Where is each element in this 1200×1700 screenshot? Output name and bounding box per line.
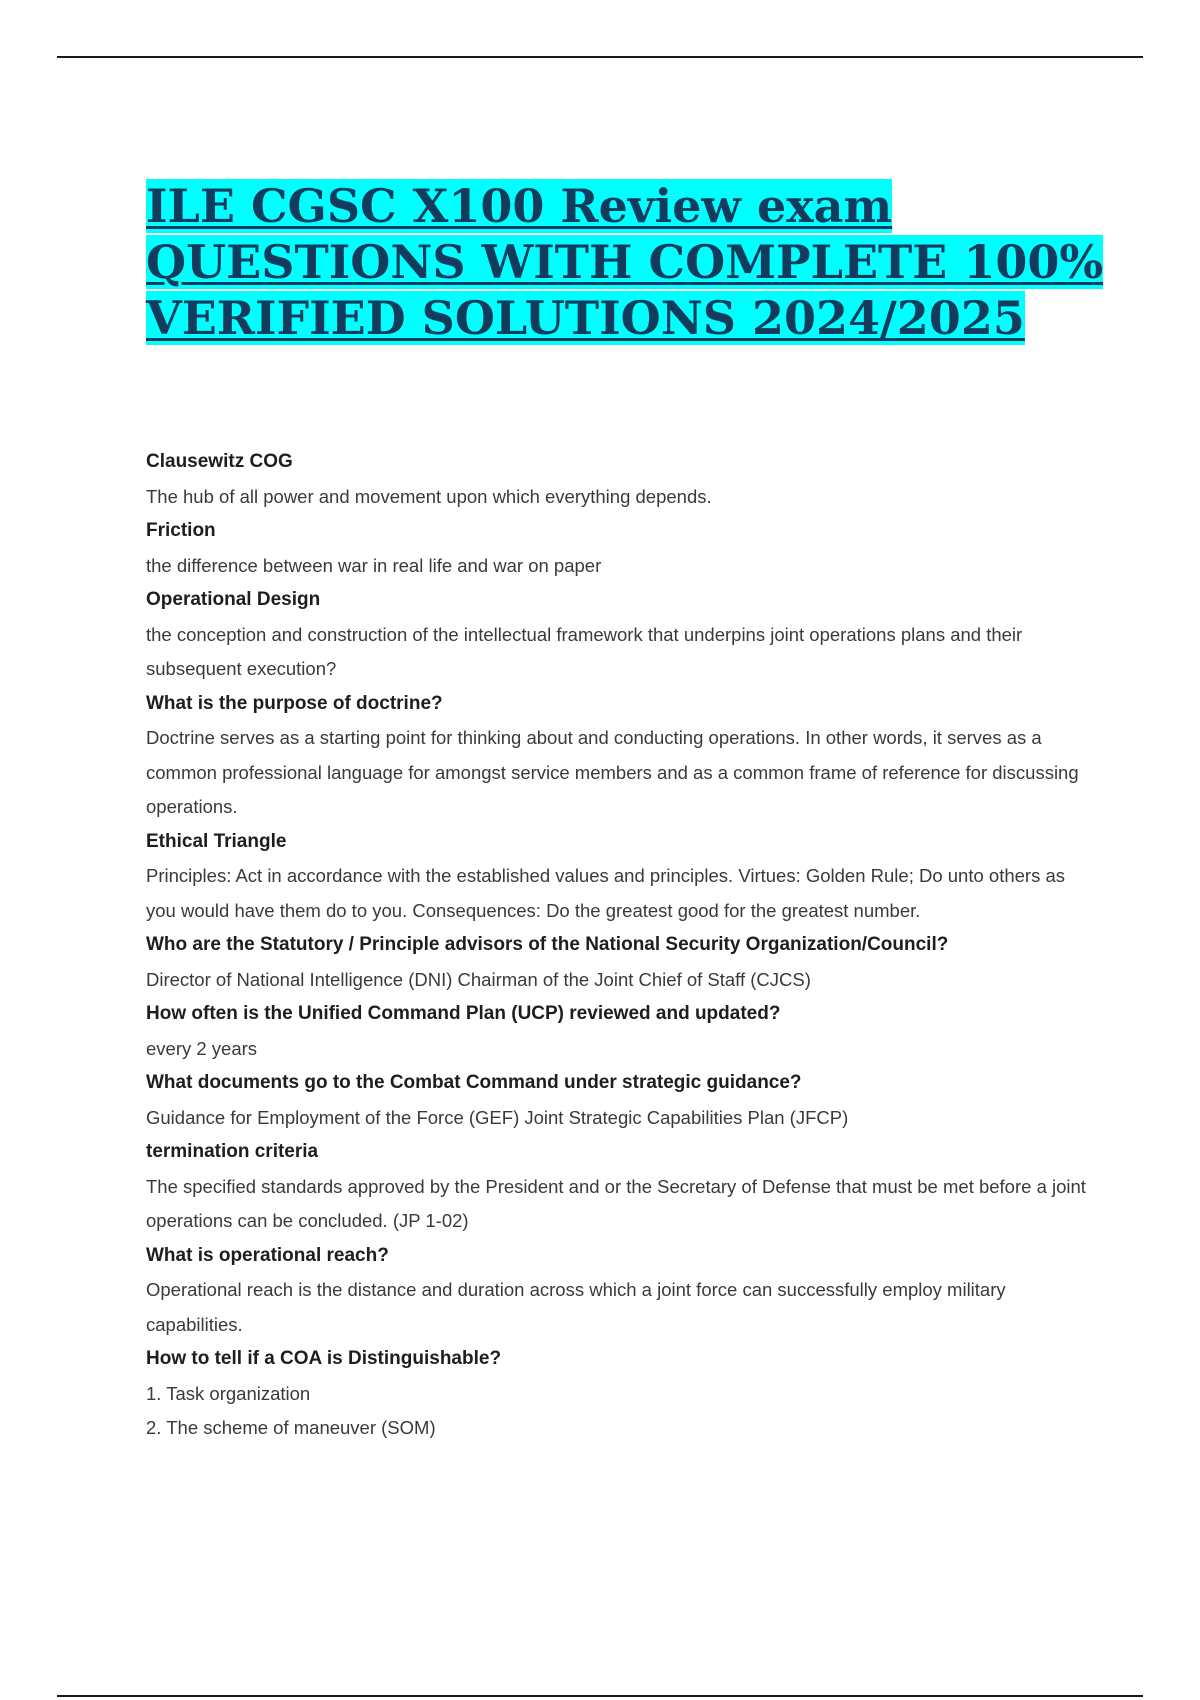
question: termination criteria <box>146 1141 319 1162</box>
question: Who are the Statutory / Principle advisors of the National Security Organization/Council? <box>146 934 949 955</box>
answer: Guidance for Employment of the Force (GEF) Joint Strategic Capabilities Plan (JFCP) <box>146 1106 849 1128</box>
question: How often is the Unified Command Plan (UCP) reviewed and updated? <box>146 1003 781 1024</box>
answer-line: 1. Task organization <box>146 1382 311 1404</box>
qa-item <box>146 997 1096 1066</box>
qa-item <box>146 583 1096 687</box>
question: What is operational reach? <box>146 1244 389 1266</box>
qa-item <box>146 825 1096 929</box>
qa-item <box>146 1239 1096 1343</box>
qa-item <box>146 1135 1096 1239</box>
title-line-2: QUESTIONS WITH COMPLETE 100% <box>146 235 1104 289</box>
question: Ethical Triangle <box>146 830 287 852</box>
title-line-1: ILE CGSC X100 Review exam <box>146 179 893 233</box>
question: Clausewitz COG <box>146 451 293 472</box>
answer: Principles: Act in accordance with the established values and principles. Virtues: Golden Rule; Do unto others as you would have them do to you. Consequences: Do the greatest good for the greatest number. <box>146 865 1066 921</box>
answer: Doctrine serves as a starting point for thinking about and conducting operations. In other words, it serves as a common professional language for amongst service members and as a common frame of reference for discussing operations. <box>146 727 1079 817</box>
answer: the difference between war in real life and war on paper <box>146 554 602 576</box>
question: Operational Design <box>146 589 321 610</box>
answer: every 2 years <box>146 1037 258 1059</box>
answer: Director of National Intelligence (DNI) Chairman of the Joint Chief of Staff (CJCS) <box>146 968 811 990</box>
qa-item <box>146 514 1096 583</box>
qa-item <box>146 1066 1096 1135</box>
answer: the conception and construction of the intellectual framework that underpins joint operations plans and their subsequent execution? <box>146 623 1023 679</box>
top-rule <box>57 56 1143 58</box>
qa-item <box>146 928 1096 997</box>
qa-item <box>146 1342 1096 1446</box>
qa-list <box>146 445 1096 1446</box>
question: What documents go to the Combat Command under strategic guidance? <box>146 1072 802 1093</box>
question: Friction <box>146 520 216 541</box>
question: What is the purpose of doctrine? <box>146 692 443 714</box>
answer: The hub of all power and movement upon which everything depends. <box>146 485 712 507</box>
bottom-rule <box>57 1695 1143 1697</box>
qa-item <box>146 445 1096 514</box>
question: How to tell if a COA is Distinguishable? <box>146 1348 502 1369</box>
document-title <box>146 178 1106 346</box>
answer-line: 2. The scheme of maneuver (SOM) <box>146 1417 436 1438</box>
answer: The specified standards approved by the President and or the Secretary of Defense that must be met before a joint operations can be concluded. (JP 1-02) <box>146 1175 1086 1231</box>
title-line-3: VERIFIED SOLUTIONS 2024/2025 <box>146 291 1025 345</box>
answer: Operational reach is the distance and duration across which a joint force can successfully employ military capabilities. <box>146 1279 1006 1335</box>
qa-item <box>146 687 1096 825</box>
